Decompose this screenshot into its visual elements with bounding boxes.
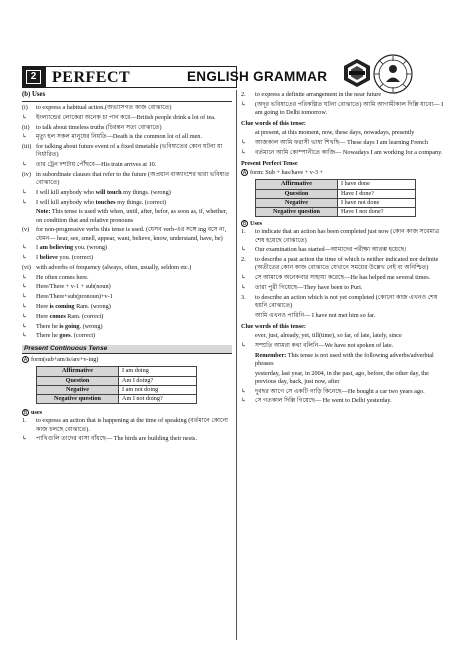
example: আমি এখনও পারিনি— I have not met him so far. — [255, 311, 376, 319]
list-item: (iii) for talking about future event of a fixed timetable (ভবিষ্যতের কোন ঘটনা যা নির্ধারিত) — [22, 143, 223, 159]
example: ↳ (অদূর ভবিষ্যতের পরিকল্পিত ঘটনা বোঝাতে) আমি আগামীকাল দিল্লি যাবো— I am going to Delhi tomorrow. — [241, 100, 444, 116]
example: ↳ Our examination has started—আমাদের পরীক্ষা আরম্ভ হয়েছে। — [241, 246, 407, 254]
list-item: (v) for non-progressive verbs this tense is used. (যেসব verb-এর সঙ্গে ing বসে না, যেমন— hear, see, smell, appear, want, believe, know, understand, have, be) — [22, 226, 227, 242]
list-item: 1. to indicate that an action has been completed just now (কোন কাজ সবেমাত্র শেষ হয়েছে বোঝাতে) — [241, 228, 440, 244]
list-item: 2. to express a definite arrangement in the near future — [241, 91, 382, 98]
emblem-icon — [372, 53, 414, 95]
right-column — [241, 91, 446, 407]
example: ↳ সে গতকাল দিল্লি গিয়েছে— He went to Delhi yesterday. — [241, 397, 392, 405]
table-row: Affirmative I am doing — [37, 367, 197, 376]
example: ↳ পাখিগুলি তাদের বাসা বাঁধছে— The birds are building their nests. — [22, 435, 197, 443]
list-item: ↳ মৃত্যু হল সকল মানুষের নিয়তি—Death is the common lot of all men. — [22, 133, 202, 141]
form-line: A form(sub+am/is/are+v-ing) — [23, 356, 99, 364]
uses-line: B uses — [23, 409, 43, 417]
list-item: ↳ তার ট্রেন দশটায় পৌঁছবে—His train arrives at 10. — [22, 161, 157, 169]
table-row: Negative question Have I not done? — [256, 208, 416, 217]
list-item: (iv) in subordinate clauses that refer to the future (অপ্রধান বাক্যাংশের দ্বারা ভবিষ্যত বোঝাতে) — [22, 170, 230, 187]
example-correct: ↳ There he goes. (correct) — [22, 332, 96, 340]
list-item: 3. to describe an action which is not yet completed (কোনো কাজ এখনও শেষ হয়নি বোঝাতে) — [241, 293, 438, 309]
example: ↳ সে আমাকে অনেকবার সাহায্য করেছে—He has helped me several times. — [241, 274, 431, 282]
uses-heading: (b) Uses — [22, 91, 232, 102]
list-item: (i) to express a habitual action.(অভ্যাসগত কাজ বোঝাতে) — [22, 103, 172, 111]
table-row: Negative I have not done — [256, 198, 416, 207]
form-line: A form: Sub + has/have + v-3 + — [242, 169, 324, 177]
table-row: Negative question Am I not doing? — [37, 394, 197, 403]
clue-heading: Clue words of this tense: — [241, 120, 306, 128]
clue-heading: Clue words of this tense: — [241, 322, 306, 330]
chapter-number: 2 — [26, 70, 41, 84]
table-row: Question Have I done? — [256, 189, 416, 198]
example: ↳ তারা পুরী গিয়েছে—They have been to Puri. — [241, 283, 363, 291]
example-correct: ↳ I believe you. (correct) — [22, 254, 94, 262]
list-item: (vi) with adverbs of frequency (always, often, usually, seldom etc.) — [22, 263, 192, 271]
award-badge-icon — [343, 58, 371, 88]
column-divider — [236, 90, 237, 640]
form-table — [36, 366, 197, 404]
example-wrong: ↳ Here is coming Ram. (wrong) — [22, 303, 111, 310]
clue-words: ever, just, already, yet, till(time), so far, of late, lately, since — [255, 332, 402, 340]
example: ↳ সম্প্রতি আমরা কথা বলিনি—We have not spoken of late. — [241, 341, 394, 349]
example: ↳ Here/There+sub(pronoun)+v-1 — [22, 293, 113, 301]
left-column — [22, 91, 232, 445]
example-wrong: ↳ I am believing you. (wrong) — [22, 244, 107, 252]
note: Note: This tense is used with when, until, after, befor, as soon as, if, whether, on condition that and relative pronouns — [36, 208, 228, 224]
table-row: Question Am I doing? — [37, 376, 197, 385]
chapter-marker — [22, 66, 45, 88]
example: ↳ দুবছর আগে সে একটি গাড়ি কিনেছে—He bought a car two years ago. — [241, 387, 425, 395]
section-heading: Present Continuous Tense — [22, 345, 232, 355]
example-wrong: ↳ There he is going. (wrong) — [22, 322, 103, 330]
brand-word: PERFECT — [52, 69, 131, 86]
list-item: 2. to describe a past action the time of which is neither indicated nor definite (অতীতের কোন কাজ বোঝাতে যেখানে সময়ের উল্লেখ নেই বা অনিশ্চিত) — [241, 256, 439, 272]
section-heading: Present Perfect Tense — [241, 160, 298, 168]
remember-note: Remember: This tense is not used with the following adverbs/adverbial phrases — [255, 351, 434, 367]
page-title: ENGLISH GRAMMAR — [187, 69, 328, 84]
example: ↳ বর্তমানে আমি কোম্পানীতে কাজি— Nowadays I am working for a company. — [241, 148, 443, 156]
example-correct: ↳ I will kill anybody who touches my things. (correct) — [22, 198, 167, 206]
example: ↳ Here/There + v-1 + sub(noun) — [22, 283, 111, 291]
uses-line: B Uses — [242, 220, 263, 228]
clue-words: at present, at this moment, now, these days, nowadays, presently — [255, 129, 415, 137]
adverb-list: yesterday, last year, in 2004, in the past, ago, before, the other day, the previous day, back, just now, after — [255, 369, 429, 385]
table-row: Negative I am not doing — [37, 385, 197, 394]
list-item: (ii) to talk about timeless truths (চিরন্তন সত্য বোঝাতে) — [22, 123, 162, 131]
example: ↳ He often comes here. — [22, 273, 89, 281]
table-row: Affirmative I have done — [256, 180, 416, 189]
form-table — [255, 179, 416, 217]
example: ↳ আজকাল আমি ফরাসী ভাষা শিখছি— These days I am learning French — [241, 139, 428, 147]
list-item: 1. to express an action that is happening at the time of speaking (বর্তমানে কোনো কাজ চলছে বোঝাতে). — [22, 417, 228, 433]
example-wrong: ↳ I will kill anybody who will touch my things. (wrong) — [22, 188, 171, 196]
example-correct: ↳ Here comes Ram. (correct) — [22, 312, 104, 320]
list-item: ↳ ইংল্যান্ডের লোকেরা অনেক চা পান করে—British people drink a lot of tea. — [22, 113, 216, 121]
